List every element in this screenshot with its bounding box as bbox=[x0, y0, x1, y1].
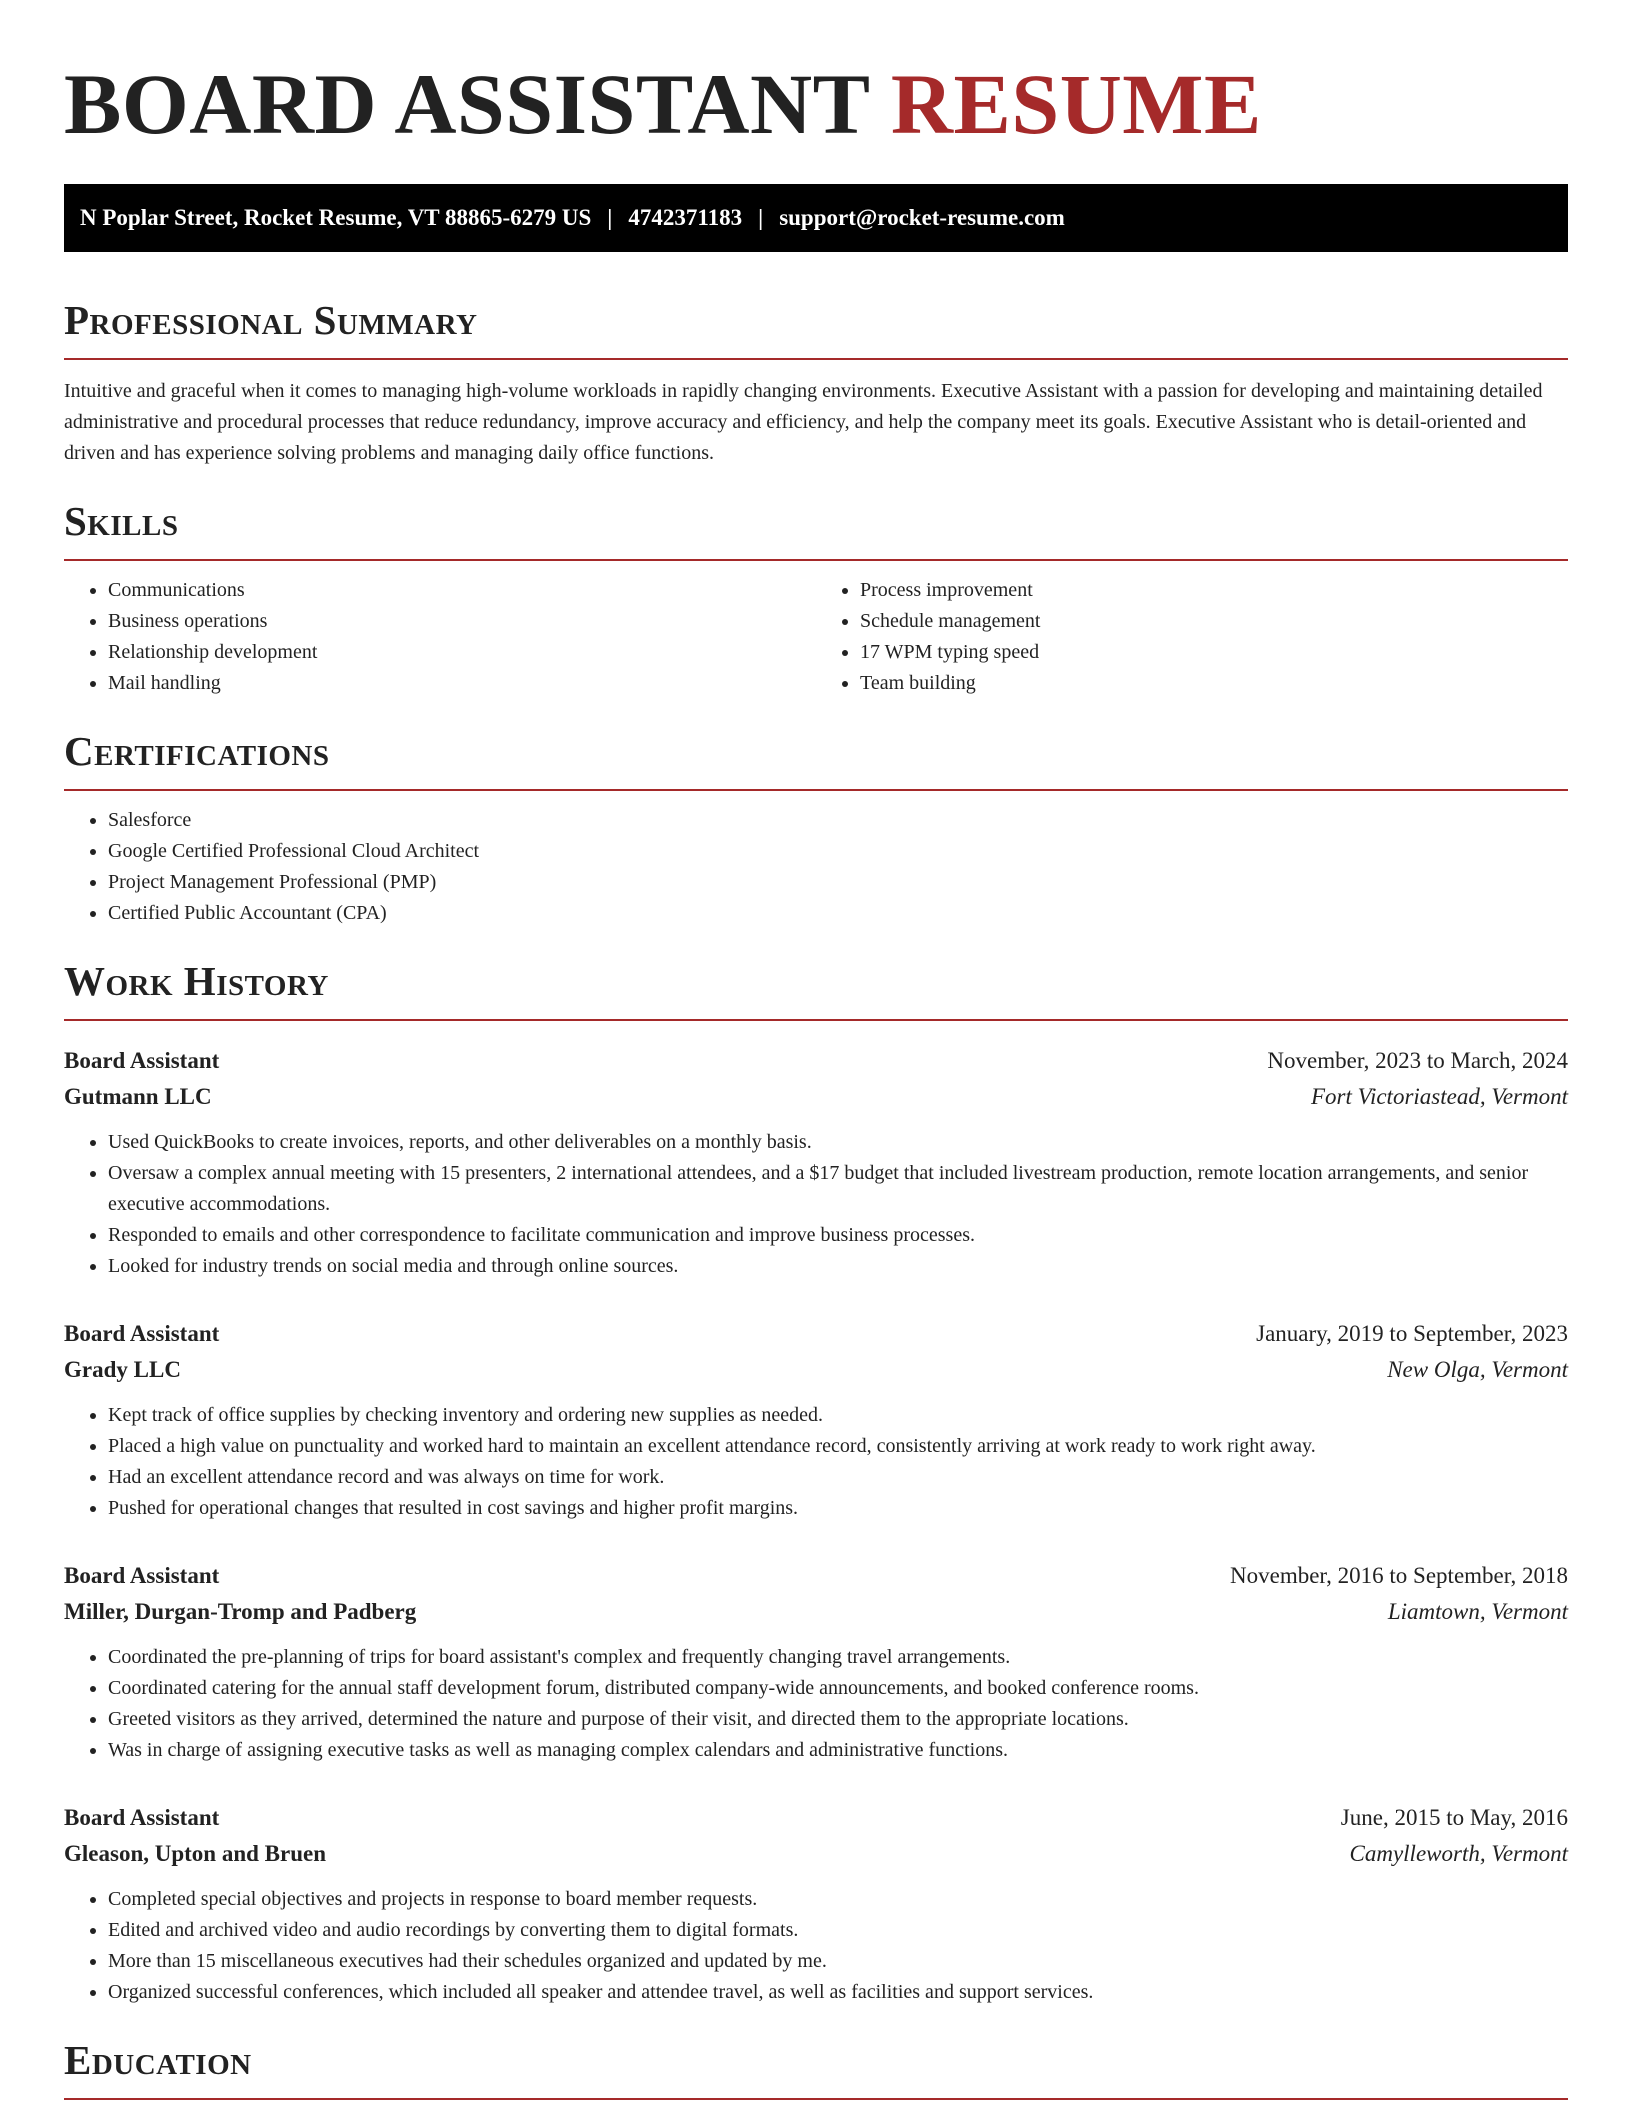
job-entry bbox=[64, 1558, 1568, 1766]
skill-item: • Schedule management bbox=[860, 606, 1568, 637]
job-bullets bbox=[64, 1884, 1568, 2008]
job-bullet: • Oversaw a complex annual meeting with 15 presenters, 2 international attendees, and a $17 budget that included livestream production, remote location arrangements, and senior executive accommodations. bbox=[108, 1158, 1568, 1220]
job-dates: November, 2016 to September, 2018 bbox=[1230, 1563, 1568, 1588]
skills-list-left bbox=[64, 575, 816, 699]
contact-separator: | bbox=[607, 205, 613, 230]
job-bullet: • Edited and archived video and audio recordings by converting them to digital formats. bbox=[108, 1915, 1568, 1946]
section-title-summary: Professional Summary bbox=[64, 296, 1568, 360]
job-bullet: • Coordinated catering for the annual staff development forum, distributed company-wide announcements, and booked conference rooms. bbox=[108, 1673, 1568, 1704]
job-bullets bbox=[64, 1642, 1568, 1766]
summary-text: Intuitive and graceful when it comes to managing high-volume workloads in rapidly changing environments. Executive Assistant with a passion for developing and maintaining detailed administrative and procedural processes that reduce redundancy, improve accuracy and efficiency, and help the company meet its goals. Executive Assistant who is detail-oriented and driven and has experience solving problems and managing daily office functions. bbox=[64, 380, 1543, 464]
job-bullet: • Coordinated the pre-planning of trips for board assistant's complex and frequently changing travel arrangements. bbox=[108, 1642, 1568, 1673]
job-location: New Olga, Vermont bbox=[1387, 1357, 1568, 1382]
contact-email: support@rocket-resume.com bbox=[779, 205, 1065, 230]
job-location: Fort Victoriastead, Vermont bbox=[1310, 1084, 1568, 1109]
job-entry bbox=[64, 1800, 1568, 2008]
skills-list-right bbox=[816, 575, 1568, 699]
job-company: Miller, Durgan-Tromp and Padberg bbox=[64, 1599, 417, 1624]
job-bullets bbox=[64, 1127, 1568, 1282]
skill-item: • Process improvement bbox=[860, 575, 1568, 606]
skill-item: • Communications bbox=[108, 575, 816, 606]
job-bullet: • Greeted visitors as they arrived, determined the nature and purpose of their visit, and directed them to the appropriate locations. bbox=[108, 1704, 1568, 1735]
job-header-row bbox=[64, 1043, 1568, 1079]
job-bullet: • Completed special objectives and projects in response to board member requests. bbox=[108, 1884, 1568, 1915]
skill-item: • Business operations bbox=[108, 606, 816, 637]
certifications-list bbox=[64, 805, 1568, 929]
job-company-row bbox=[64, 1352, 1568, 1388]
job-bullet: • More than 15 miscellaneous executives had their schedules organized and updated by me. bbox=[108, 1946, 1568, 1977]
section-title-skills: Skills bbox=[64, 497, 1568, 561]
section-title-certifications: Certifications bbox=[64, 727, 1568, 791]
job-bullet: • Responded to emails and other correspondence to facilitate communication and improve business processes. bbox=[108, 1220, 1568, 1251]
contact-separator: | bbox=[758, 205, 764, 230]
job-header-row bbox=[64, 1558, 1568, 1594]
job-bullet: • Kept track of office supplies by checking inventory and ordering new supplies as needed. bbox=[108, 1400, 1568, 1431]
skill-item: • Mail handling bbox=[108, 668, 816, 699]
job-company: Gutmann LLC bbox=[64, 1084, 212, 1109]
job-title: Board Assistant bbox=[64, 1563, 220, 1588]
job-dates: January, 2019 to September, 2023 bbox=[1256, 1321, 1568, 1346]
job-company: Grady LLC bbox=[64, 1357, 181, 1382]
job-header-row bbox=[64, 1316, 1568, 1352]
skill-item: • Relationship development bbox=[108, 637, 816, 668]
job-bullet: • Looked for industry trends on social media and through online sources. bbox=[108, 1251, 1568, 1282]
certification-item: • Certified Public Accountant (CPA) bbox=[108, 898, 1568, 929]
job-dates: November, 2023 to March, 2024 bbox=[1267, 1048, 1568, 1073]
contact-bar bbox=[64, 184, 1568, 252]
job-header-row bbox=[64, 1800, 1568, 1836]
contact-address: N Poplar Street, Rocket Resume, VT 88865-6279 US bbox=[80, 205, 592, 230]
job-bullet: • Pushed for operational changes that resulted in cost savings and higher profit margins. bbox=[108, 1493, 1568, 1524]
skill-item: • Team building bbox=[860, 668, 1568, 699]
section-title-education: Education bbox=[64, 2036, 1568, 2100]
job-company-row bbox=[64, 1836, 1568, 1872]
job-company-row bbox=[64, 1079, 1568, 1115]
job-title: Board Assistant bbox=[64, 1321, 220, 1346]
job-bullet: • Had an excellent attendance record and was always on time for work. bbox=[108, 1462, 1568, 1493]
job-entry bbox=[64, 1316, 1568, 1524]
job-bullet: • Organized successful conferences, which included all speaker and attendee travel, as well as facilities and support services. bbox=[108, 1977, 1568, 2008]
skills-grid bbox=[64, 575, 1568, 699]
skill-item: • 17 WPM typing speed bbox=[860, 637, 1568, 668]
job-entry bbox=[64, 1043, 1568, 1282]
certification-item: • Project Management Professional (PMP) bbox=[108, 867, 1568, 898]
job-bullets bbox=[64, 1400, 1568, 1524]
job-title: Board Assistant bbox=[64, 1805, 220, 1830]
section-title-work-history: Work History bbox=[64, 957, 1568, 1021]
job-bullet: • Was in charge of assigning executive tasks as well as managing complex calendars and administrative functions. bbox=[108, 1735, 1568, 1766]
job-company-row bbox=[64, 1594, 1568, 1630]
resume-title bbox=[64, 0, 1568, 152]
certification-item: • Google Certified Professional Cloud Architect bbox=[108, 836, 1568, 867]
job-title: Board Assistant bbox=[64, 1048, 220, 1073]
title-main: BOARD ASSISTANT bbox=[64, 56, 869, 152]
job-location: Camylleworth, Vermont bbox=[1349, 1841, 1568, 1866]
title-accent: RESUME bbox=[890, 56, 1262, 152]
job-company: Gleason, Upton and Bruen bbox=[64, 1841, 327, 1866]
certification-item: • Salesforce bbox=[108, 805, 1568, 836]
contact-phone: 4742371183 bbox=[628, 205, 743, 230]
job-bullet: • Placed a high value on punctuality and worked hard to maintain an excellent attendance record, consistently arriving at work ready to work right away. bbox=[108, 1431, 1568, 1462]
job-location: Liamtown, Vermont bbox=[1387, 1599, 1568, 1624]
job-dates: June, 2015 to May, 2016 bbox=[1340, 1805, 1568, 1830]
job-bullet: • Used QuickBooks to create invoices, reports, and other deliverables on a monthly basis. bbox=[108, 1127, 1568, 1158]
